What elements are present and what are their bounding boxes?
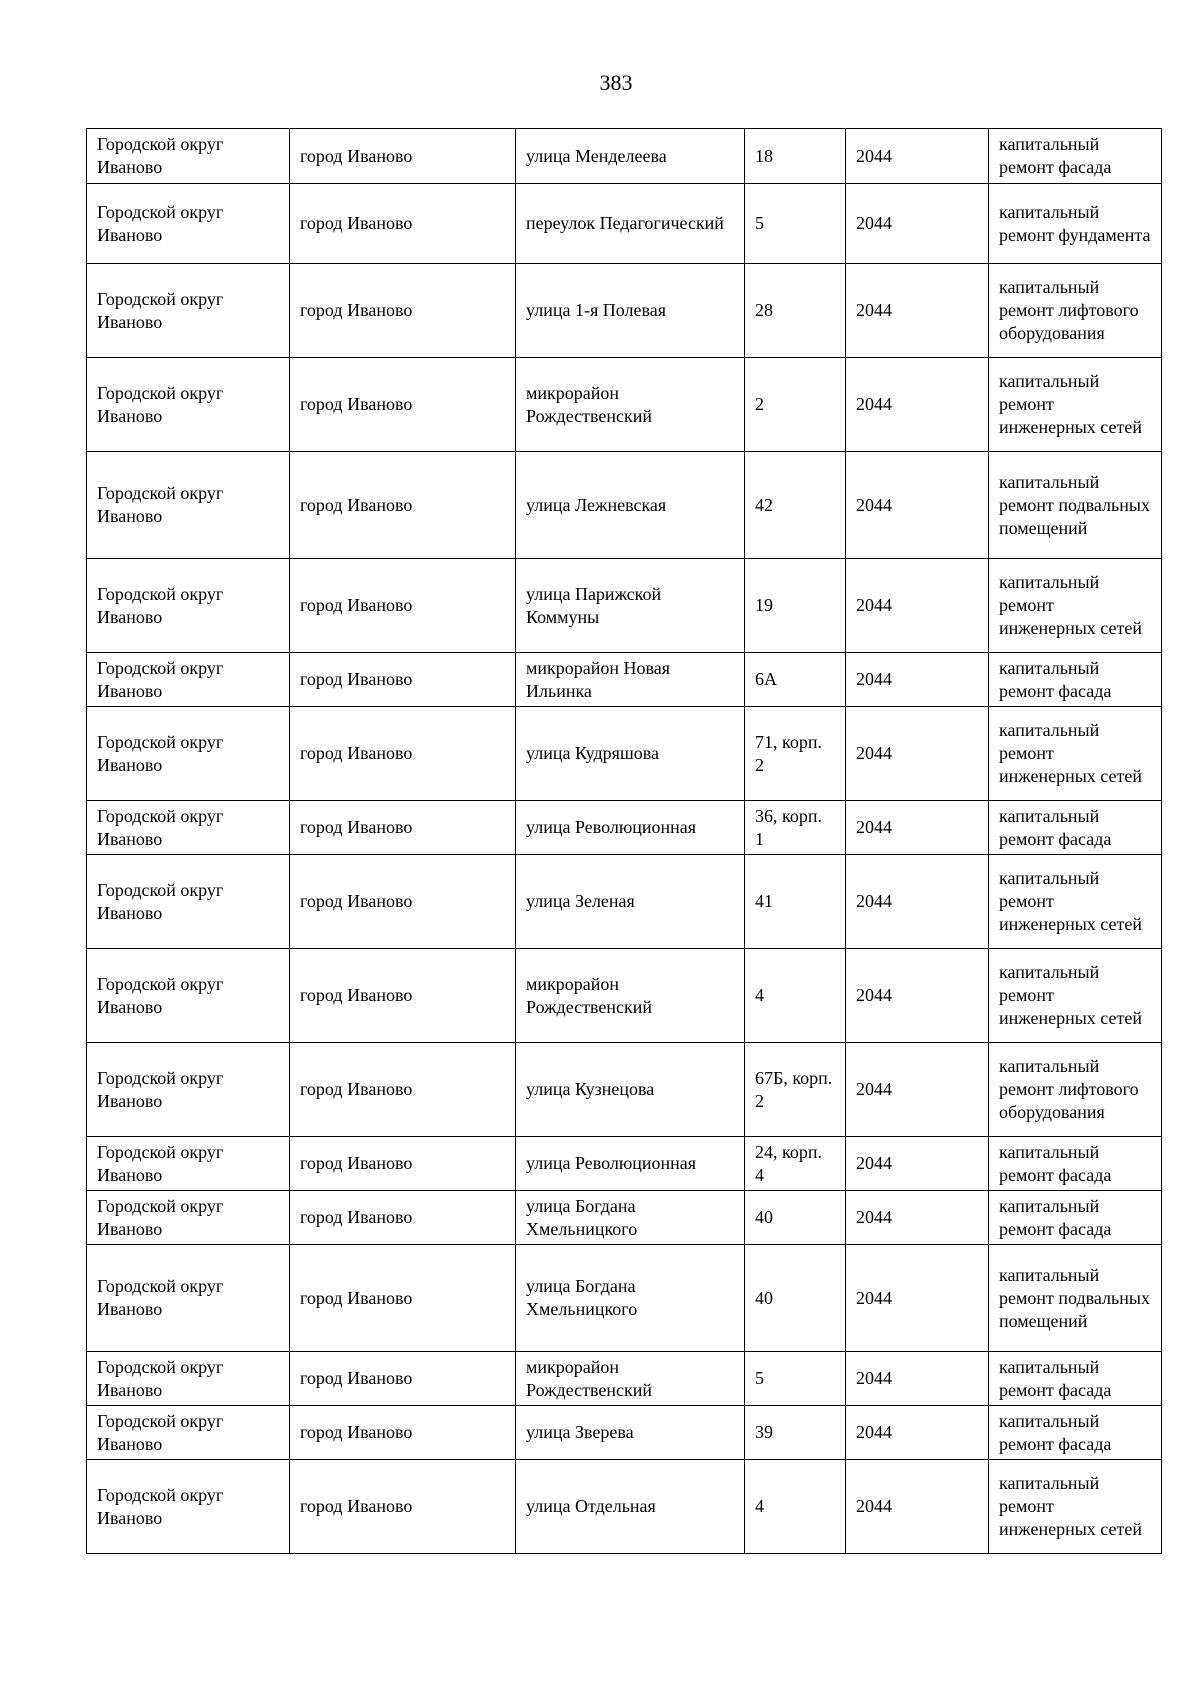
house-cell: 42 (745, 452, 846, 559)
city-cell: город Иваново (290, 184, 516, 264)
city-cell: город Иваново (290, 358, 516, 452)
year-cell: 2044 (846, 1043, 989, 1137)
district-cell: Городской округ Иваново (87, 949, 290, 1043)
table-row (87, 855, 1162, 949)
district-cell: Городской округ Иваново (87, 129, 290, 184)
city-cell: город Иваново (290, 855, 516, 949)
house-cell: 40 (745, 1191, 846, 1245)
house-cell: 4 (745, 1460, 846, 1554)
work-type-cell: капитальный ремонт фасада (989, 1406, 1162, 1460)
work-type-cell: капитальный ремонт фасада (989, 801, 1162, 855)
district-cell: Городской округ Иваново (87, 1137, 290, 1191)
house-cell: 71, корп. 2 (745, 707, 846, 801)
table-row (87, 452, 1162, 559)
city-cell: город Иваново (290, 653, 516, 707)
street-cell: улица Зеленая (516, 855, 745, 949)
city-cell: город Иваново (290, 1191, 516, 1245)
street-cell: улица Богдана Хмельницкого (516, 1245, 745, 1352)
work-type-cell: капитальный ремонт подвальных помещений (989, 1245, 1162, 1352)
work-type-cell: капитальный ремонт инженерных сетей (989, 855, 1162, 949)
house-cell: 39 (745, 1406, 846, 1460)
table-row (87, 264, 1162, 358)
district-cell: Городской округ Иваново (87, 1460, 290, 1554)
work-type-cell: капитальный ремонт инженерных сетей (989, 707, 1162, 801)
year-cell: 2044 (846, 1245, 989, 1352)
street-cell: улица Отдельная (516, 1460, 745, 1554)
table-row (87, 1406, 1162, 1460)
city-cell: город Иваново (290, 129, 516, 184)
work-type-cell: капитальный ремонт фасада (989, 653, 1162, 707)
city-cell: город Иваново (290, 1352, 516, 1406)
year-cell: 2044 (846, 452, 989, 559)
house-cell: 4 (745, 949, 846, 1043)
year-cell: 2044 (846, 1191, 989, 1245)
district-cell: Городской округ Иваново (87, 801, 290, 855)
city-cell: город Иваново (290, 1137, 516, 1191)
work-type-cell: капитальный ремонт инженерных сетей (989, 1460, 1162, 1554)
street-cell: улица Революционная (516, 801, 745, 855)
district-cell: Городской округ Иваново (87, 559, 290, 653)
city-cell: город Иваново (290, 707, 516, 801)
year-cell: 2044 (846, 653, 989, 707)
year-cell: 2044 (846, 264, 989, 358)
street-cell: микрорайон Новая Ильинка (516, 653, 745, 707)
table-row (87, 707, 1162, 801)
district-cell: Городской округ Иваново (87, 452, 290, 559)
work-type-cell: капитальный ремонт фундамента (989, 184, 1162, 264)
house-cell: 41 (745, 855, 846, 949)
street-cell: микрорайон Рождественский (516, 1352, 745, 1406)
street-cell: микрорайон Рождественский (516, 358, 745, 452)
district-cell: Городской округ Иваново (87, 707, 290, 801)
table-row (87, 801, 1162, 855)
district-cell: Городской округ Иваново (87, 1191, 290, 1245)
city-cell: город Иваново (290, 1460, 516, 1554)
district-cell: Городской округ Иваново (87, 1352, 290, 1406)
year-cell: 2044 (846, 949, 989, 1043)
house-cell: 2 (745, 358, 846, 452)
street-cell: улица 1-я Полевая (516, 264, 745, 358)
table-row (87, 129, 1162, 184)
table-row (87, 1043, 1162, 1137)
work-type-cell: капитальный ремонт фасада (989, 1191, 1162, 1245)
city-cell: город Иваново (290, 801, 516, 855)
city-cell: город Иваново (290, 452, 516, 559)
house-cell: 19 (745, 559, 846, 653)
year-cell: 2044 (846, 358, 989, 452)
city-cell: город Иваново (290, 949, 516, 1043)
district-cell: Городской округ Иваново (87, 358, 290, 452)
city-cell: город Иваново (290, 1043, 516, 1137)
work-type-cell: капитальный ремонт лифтового оборудования (989, 264, 1162, 358)
street-cell: улица Кузнецова (516, 1043, 745, 1137)
street-cell: улица Революционная (516, 1137, 745, 1191)
table-row (87, 653, 1162, 707)
house-cell: 67Б, корп. 2 (745, 1043, 846, 1137)
work-type-cell: капитальный ремонт инженерных сетей (989, 949, 1162, 1043)
house-cell: 5 (745, 184, 846, 264)
street-cell: улица Кудряшова (516, 707, 745, 801)
table-row (87, 1245, 1162, 1352)
year-cell: 2044 (846, 1406, 989, 1460)
work-type-cell: капитальный ремонт подвальных помещений (989, 452, 1162, 559)
house-cell: 6А (745, 653, 846, 707)
table-row (87, 949, 1162, 1043)
work-type-cell: капитальный ремонт фасада (989, 1352, 1162, 1406)
house-cell: 36, корп. 1 (745, 801, 846, 855)
page-number: 383 (599, 70, 633, 95)
street-cell: переулок Педагогический (516, 184, 745, 264)
city-cell: город Иваново (290, 1406, 516, 1460)
district-cell: Городской округ Иваново (87, 855, 290, 949)
district-cell: Городской округ Иваново (87, 1245, 290, 1352)
work-type-cell: капитальный ремонт лифтового оборудования (989, 1043, 1162, 1137)
district-cell: Городской округ Иваново (87, 264, 290, 358)
year-cell: 2044 (846, 559, 989, 653)
house-cell: 40 (745, 1245, 846, 1352)
house-cell: 28 (745, 264, 846, 358)
district-cell: Городской округ Иваново (87, 1406, 290, 1460)
work-type-cell: капитальный ремонт фасада (989, 1137, 1162, 1191)
repair-schedule-table (86, 128, 1162, 1554)
year-cell: 2044 (846, 1137, 989, 1191)
table-row (87, 184, 1162, 264)
table-row (87, 1352, 1162, 1406)
year-cell: 2044 (846, 129, 989, 184)
table-row (87, 1191, 1162, 1245)
table-row (87, 559, 1162, 653)
house-cell: 18 (745, 129, 846, 184)
table-row (87, 1460, 1162, 1554)
street-cell: улица Парижской Коммуны (516, 559, 745, 653)
year-cell: 2044 (846, 1460, 989, 1554)
year-cell: 2044 (846, 707, 989, 801)
work-type-cell: капитальный ремонт фасада (989, 129, 1162, 184)
street-cell: улица Менделеева (516, 129, 745, 184)
street-cell: улица Зверева (516, 1406, 745, 1460)
street-cell: улица Лежневская (516, 452, 745, 559)
year-cell: 2044 (846, 855, 989, 949)
table-row (87, 358, 1162, 452)
work-type-cell: капитальный ремонт инженерных сетей (989, 358, 1162, 452)
house-cell: 5 (745, 1352, 846, 1406)
city-cell: город Иваново (290, 264, 516, 358)
work-type-cell: капитальный ремонт инженерных сетей (989, 559, 1162, 653)
street-cell: микрорайон Рождественский (516, 949, 745, 1043)
table-row (87, 1137, 1162, 1191)
year-cell: 2044 (846, 1352, 989, 1406)
district-cell: Городской округ Иваново (87, 184, 290, 264)
house-cell: 24, корп. 4 (745, 1137, 846, 1191)
district-cell: Городской округ Иваново (87, 1043, 290, 1137)
city-cell: город Иваново (290, 1245, 516, 1352)
district-cell: Городской округ Иваново (87, 653, 290, 707)
street-cell: улица Богдана Хмельницкого (516, 1191, 745, 1245)
year-cell: 2044 (846, 801, 989, 855)
year-cell: 2044 (846, 184, 989, 264)
city-cell: город Иваново (290, 559, 516, 653)
